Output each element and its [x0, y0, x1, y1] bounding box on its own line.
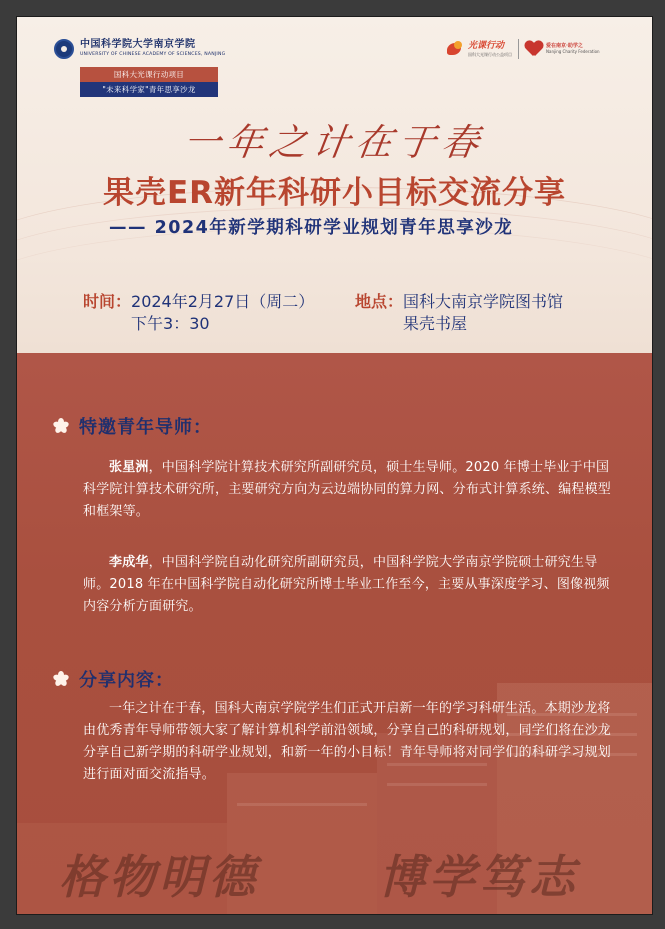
- poster: [17, 17, 652, 914]
- section-content-title: 分享内容：: [79, 670, 174, 691]
- time-hour: 下午3：30: [131, 314, 210, 333]
- content-paragraph: 一年之计在于春，国科大南京学院学生们正式开启新一年的学习科研生活。本期沙龙将由优秀青年导师带领大家了解计算机科学前沿领域，分享自己的科研规划，同学们将在沙龙分享自己新学期的科研学业规划，和新一年的小目标！青年导师将对同学们的科研学习规划进行面对面交流指导。: [83, 701, 612, 782]
- motto-right: 博学笃志: [379, 850, 579, 904]
- time-date: 2024年2月27日（周二）: [131, 292, 315, 311]
- subtitle: —— 2024年新学期科研学业规划青年思享沙龙: [109, 218, 514, 238]
- program-tag-line1: 国科大光课行动项目: [80, 67, 218, 82]
- time-label: 时间：: [83, 292, 132, 311]
- partner-logo-title: 光课行动: [468, 40, 505, 51]
- calligraphy-title: 一年之计在于春: [180, 121, 488, 164]
- motto-left: 格物明德: [59, 850, 259, 904]
- university-seal-icon: [54, 39, 74, 59]
- section-content-heading: [53, 666, 174, 692]
- partner2-line1: 爱在南京·助学之: [546, 42, 583, 49]
- event-time: [83, 291, 314, 335]
- section-mentors-title: 特邀青年导师：: [79, 417, 212, 438]
- place-line2: 果壳书屋: [403, 314, 468, 333]
- flower-icon: [53, 671, 69, 687]
- ucas-nanjing-logo: [54, 39, 225, 59]
- mentor2-name: 李成华: [109, 555, 149, 570]
- heart-icon: [525, 41, 543, 57]
- poster-body-area: [17, 353, 652, 914]
- partner-logos: [445, 39, 600, 59]
- place-line1: 国科大南京学院图书馆: [403, 292, 564, 311]
- mentor2-description: ，中国科学院自动化研究所副研究员，中国科学院大学南京学院硕士研究生导师。2018 年在中国科学院自动化研究所博士毕业工作至今，主要从事深度学习、图像视频内容分析方面研究。: [83, 555, 610, 614]
- building-window-row: [237, 803, 367, 806]
- logo-divider: [518, 39, 519, 59]
- mentor1-paragraph: [83, 457, 617, 523]
- guangke-logo-icon: [445, 40, 465, 58]
- main-title: 果壳ER新年科研小目标交流分享: [102, 175, 567, 211]
- event-place: [355, 291, 563, 335]
- place-label: 地点：: [355, 292, 404, 311]
- university-name-cn: 中国科学院大学南京学院: [80, 39, 196, 51]
- mentor1-description: ，中国科学院计算技术研究所副研究员，硕士生导师。2020 年博士毕业于中国科学院计算技术研究所，主要研究方向为云边端协同的算力网、分布式计算系统、编程模型和框架等。: [83, 460, 612, 519]
- program-tag: [80, 67, 218, 97]
- partner-logo-sub: 国科大光课行动公益项目: [468, 51, 512, 57]
- poster-header-area: [17, 17, 652, 353]
- mentor1-name: 张星洲: [109, 460, 149, 475]
- partner2-line2: Nanjing Charity Federation: [546, 49, 600, 55]
- university-name-en: UNIVERSITY OF CHINESE ACADEMY OF SCIENCES, NANJING: [80, 52, 226, 58]
- section-mentors-heading: [53, 413, 212, 439]
- mentor2-paragraph: [83, 552, 617, 618]
- flower-icon: [53, 418, 69, 434]
- program-tag-line2: "未来科学家"青年思享沙龙: [80, 82, 218, 97]
